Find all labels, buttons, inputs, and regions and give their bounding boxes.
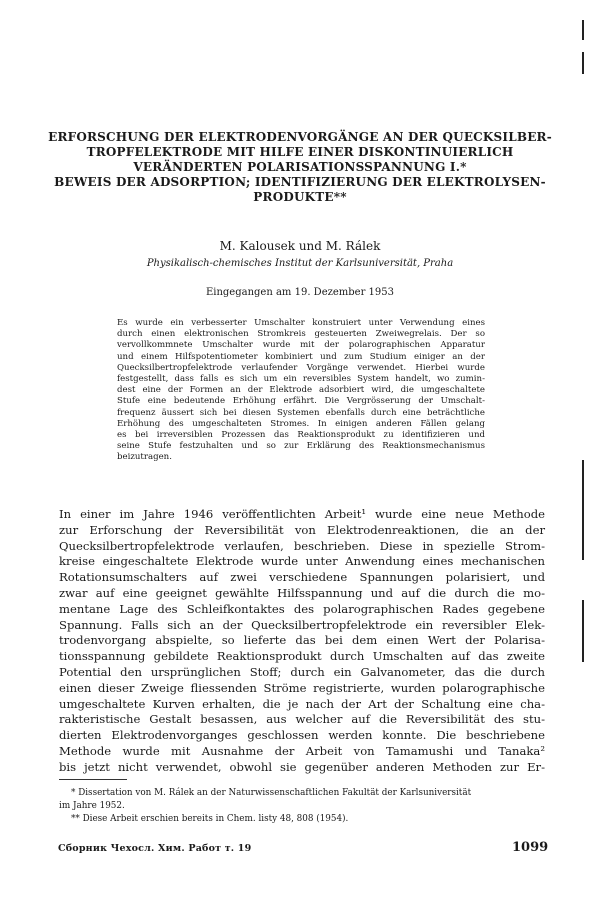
abstract-line: Es wurde ein verbesserter Umschalter konstruiert unter Verwendung eines [117, 318, 485, 328]
body-line: einen dieser Zweige fliessenden Ströme registrierte, wurden polarographische [59, 680, 545, 695]
title-line: VERÄNDERTEN POLARISATIONSSPANNUNG I.* [133, 160, 467, 174]
page-number: 1099 [512, 840, 549, 855]
abstract-line: festgestellt, dass falls es sich um ein reversibles System handelt, wo zumin- [117, 374, 485, 385]
body-line: zwar auf eine geeignet gewählte Hilfsspannung und auf die durch die mo- [59, 585, 545, 600]
body-line: kreise eingeschaltete Elektrode wurde unter Anwendung eines mechanischen [59, 554, 545, 569]
title-line: ERFORSCHUNG DER ELEKTRODENVORGÄNGE AN DER QUECKSILBER- [48, 130, 552, 144]
abstract [117, 318, 485, 464]
abstract-line: seine Stufe festzuhalten und so zur Erklärung des Reaktionsmechanismus [117, 441, 485, 452]
footnotes [59, 787, 545, 826]
body-line: Rotationsumschalters auf zwei verschiedene Spannungen polarisiert, und [59, 570, 545, 585]
scan-edge-mark [582, 20, 584, 40]
abstract-line: beizutragen. [117, 452, 172, 463]
abstract-line: Stufe eine bedeutende Erhöhung erfährt. Die Vergrösserung der Umschalt- [117, 396, 485, 407]
footnote-line: im Jahre 1952. [59, 801, 125, 811]
abstract-line: Erhöhung des umgeschalteten Stromes. In einigen anderen Fällen gelang [117, 418, 485, 429]
scan-edge-mark [582, 600, 584, 662]
body-line: mentane Lage des Schleifkontaktes des polarographischen Rades gegebene [59, 601, 545, 616]
body-line: zur Erforschung der Reversibilität von Elektrodenreaktionen, die an der [59, 522, 545, 537]
body-line: Spannung. Falls sich an der Quecksilbertropfelektrode ein reversibler Elek- [59, 617, 545, 632]
body-text [59, 507, 545, 776]
scan-edge-mark [582, 460, 584, 560]
subtitle-line: BEWEIS DER ADSORPTION; IDENTIFIZIERUNG DER ELEKTROLYSEN- [54, 175, 546, 189]
abstract-line: dest eine der Formen an der Elektrode adsorbiert wird, die umgeschaltete [117, 385, 485, 396]
journal-footer: Сборник Чехосл. Хим. Работ т. 19 [58, 843, 252, 854]
abstract-line: vervollkommnete Umschalter wurde mit der polarographischen Apparatur [117, 340, 485, 351]
abstract-line: frequenz äussert sich bei diesen Systemen ebenfalls durch eine beträchtliche [117, 407, 485, 418]
body-line: In einer im Jahre 1946 veröffentlichten Arbeit¹ wurde eine neue Methode [59, 507, 545, 521]
subtitle-line: PRODUKTE** [253, 190, 347, 204]
title-line: TROPFELEKTRODE MIT HILFE EINER DISKONTINUIERLICH [86, 145, 514, 159]
body-line: tionsspannung gebildete Reaktionsprodukt durch Umschalten auf das zweite [59, 649, 545, 664]
article-title [30, 130, 570, 205]
footnote-line: ** Diese Arbeit erschien bereits in Chem. listy 48, 808 (1954). [71, 814, 349, 824]
abstract-line: und einem Hilfspotentiometer kombiniert und zum Studium einiger an der [117, 351, 485, 362]
abstract-line: Quecksilbertropfelektrode verlaufender Vorgänge verwendet. Hierbei wurde [117, 362, 485, 373]
body-line: umgeschaltete Kurven erhalten, die je nach der Art der Schaltung eine cha- [59, 696, 545, 711]
abstract-line: durch einen elektronischen Stromkreis gesteuerten Zweiwegrelais. Der so [117, 329, 485, 340]
received-date: Eingegangen am 19. Dezember 1953 [205, 287, 395, 298]
abstract-line: es bei irreversiblen Prozessen das Reaktionsprodukt zu identifizieren und [117, 430, 485, 441]
footnote-rule [59, 779, 127, 780]
authors: M. Kalousek und M. Rálek [219, 239, 381, 253]
body-line: dierten Elektrodenvorganges geschlossen werden konnte. Die beschriebene [59, 728, 545, 743]
institute: Physikalisch-chemisches Institut der Karlsuniversität, Praha [146, 258, 454, 269]
body-line: Methode wurde mit Ausnahme der Arbeit von Tamamushi und Tanaka² [59, 743, 545, 758]
body-line: rakteristische Gestalt besassen, aus welcher auf die Reversibilität des stu- [59, 712, 545, 727]
scan-edge-mark [582, 52, 584, 74]
body-line: trodenvorgang abspielte, so lieferte das bei dem einen Wert der Polarisa- [59, 633, 545, 648]
body-line: Quecksilbertropfelektrode verlaufen, beschrieben. Diese in spezielle Strom- [59, 538, 545, 553]
body-line: Potential den ursprünglichen Stoff; durch ein Galvanometer, das die durch [59, 664, 545, 679]
footnote-line: * Dissertation von M. Rálek an der Naturwissenschaftlichen Fakultät der Karlsuniversität [71, 788, 472, 798]
body-line: bis jetzt nicht verwendet, obwohl sie gegenüber anderen Methoden zur Er- [59, 759, 545, 774]
